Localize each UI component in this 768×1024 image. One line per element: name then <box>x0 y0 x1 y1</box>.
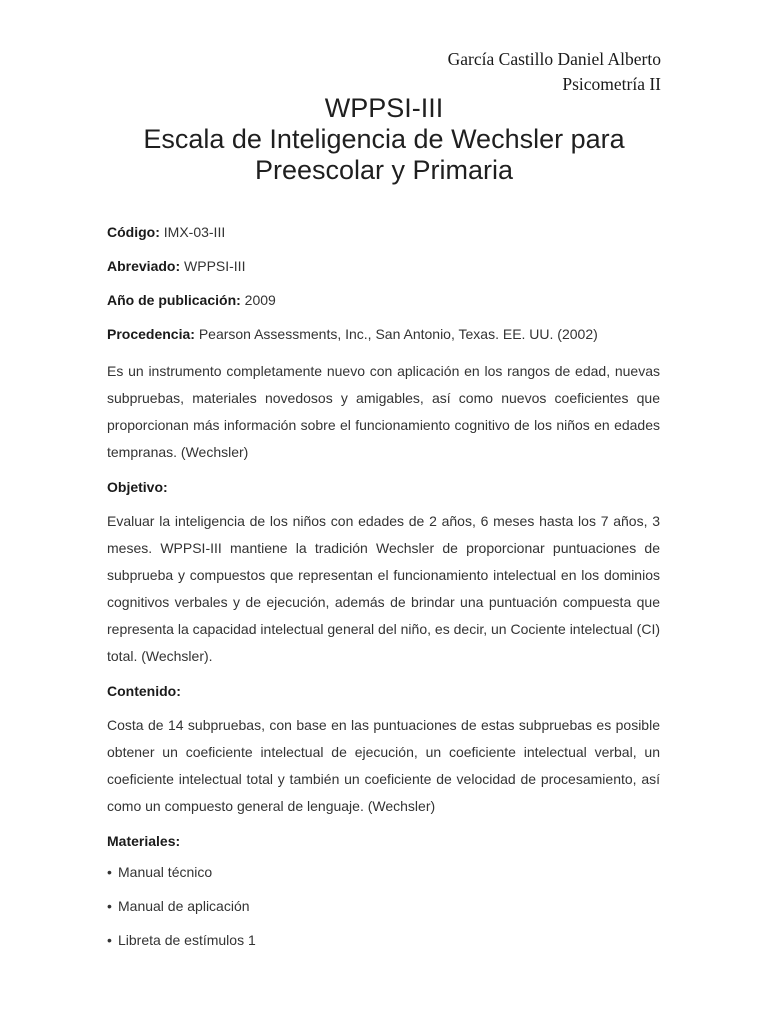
materiales-heading: Materiales: <box>107 833 181 849</box>
field-label: Año de publicación: <box>107 292 241 308</box>
field-label: Procedencia: <box>107 326 195 342</box>
field-label: Código: <box>107 224 160 240</box>
author-name: García Castillo Daniel Alberto <box>447 49 661 69</box>
field-value: 2009 <box>244 292 276 308</box>
document-title <box>0 93 768 186</box>
contenido-heading: Contenido: <box>107 683 181 699</box>
objetivo-heading: Objetivo: <box>107 479 168 495</box>
field-procedencia <box>107 324 660 344</box>
document-body <box>107 222 660 964</box>
field-value: IMX-03-III <box>163 224 226 240</box>
contenido-paragraph: Costa de 14 subpruebas, con base en las puntuaciones de estas subpruebas es posible obtener un coeficiente intelectual de ejecución, un coeficiente intelectual verbal, un coeficiente intelectual total y también un coeficiente de velocidad de procesamiento, así como un compuesto general de lenguaje. (Wechsler) <box>107 717 660 814</box>
field-codigo <box>107 222 660 242</box>
list-item <box>107 896 660 916</box>
field-value: WPPSI-III <box>184 258 246 274</box>
title-line-1: WPPSI-III <box>324 93 444 123</box>
field-anio-publicacion <box>107 290 660 310</box>
title-line-3: Preescolar y Primaria <box>254 155 514 185</box>
bullet-icon: • <box>107 864 112 880</box>
list-item-text: Libreta de estímulos 1 <box>118 932 256 948</box>
course-name: Psicometría II <box>562 74 661 94</box>
list-item-text: Manual técnico <box>118 864 213 880</box>
field-abreviado <box>107 256 660 276</box>
list-item <box>107 862 660 882</box>
materiales-list <box>107 862 660 950</box>
bullet-icon: • <box>107 898 112 914</box>
field-value: Pearson Assessments, Inc., San Antonio, Texas. EE. UU. (2002) <box>198 326 598 342</box>
field-label: Abreviado: <box>107 258 181 274</box>
bullet-icon: • <box>107 932 112 948</box>
objetivo-paragraph: Evaluar la inteligencia de los niños con edades de 2 años, 6 meses hasta los 7 años, 3 meses. WPPSI-III mantiene la tradición Wechsler de proporcionar puntuaciones de subprueba y compuestos que representan el funcionamiento intelectual en los dominios cognitivos verbales y de ejecución, además de brindar una puntuación compuesta que representa la capacidad intelectual general del niño, es decir, un Cociente intelectual (CI) total. (Wechsler). <box>107 513 660 664</box>
intro-paragraph: Es un instrumento completamente nuevo con aplicación en los rangos de edad, nuevas subpruebas, materiales novedosos y amigables, así como nuevos coeficientes que proporcionan más información sobre el funcionamiento cognitivo de los niños en edades tempranas. (Wechsler) <box>107 363 660 460</box>
list-item <box>107 930 660 950</box>
document-header <box>448 47 661 97</box>
list-item-text: Manual de aplicación <box>118 898 250 914</box>
title-line-2: Escala de Inteligencia de Wechsler para <box>143 124 625 154</box>
